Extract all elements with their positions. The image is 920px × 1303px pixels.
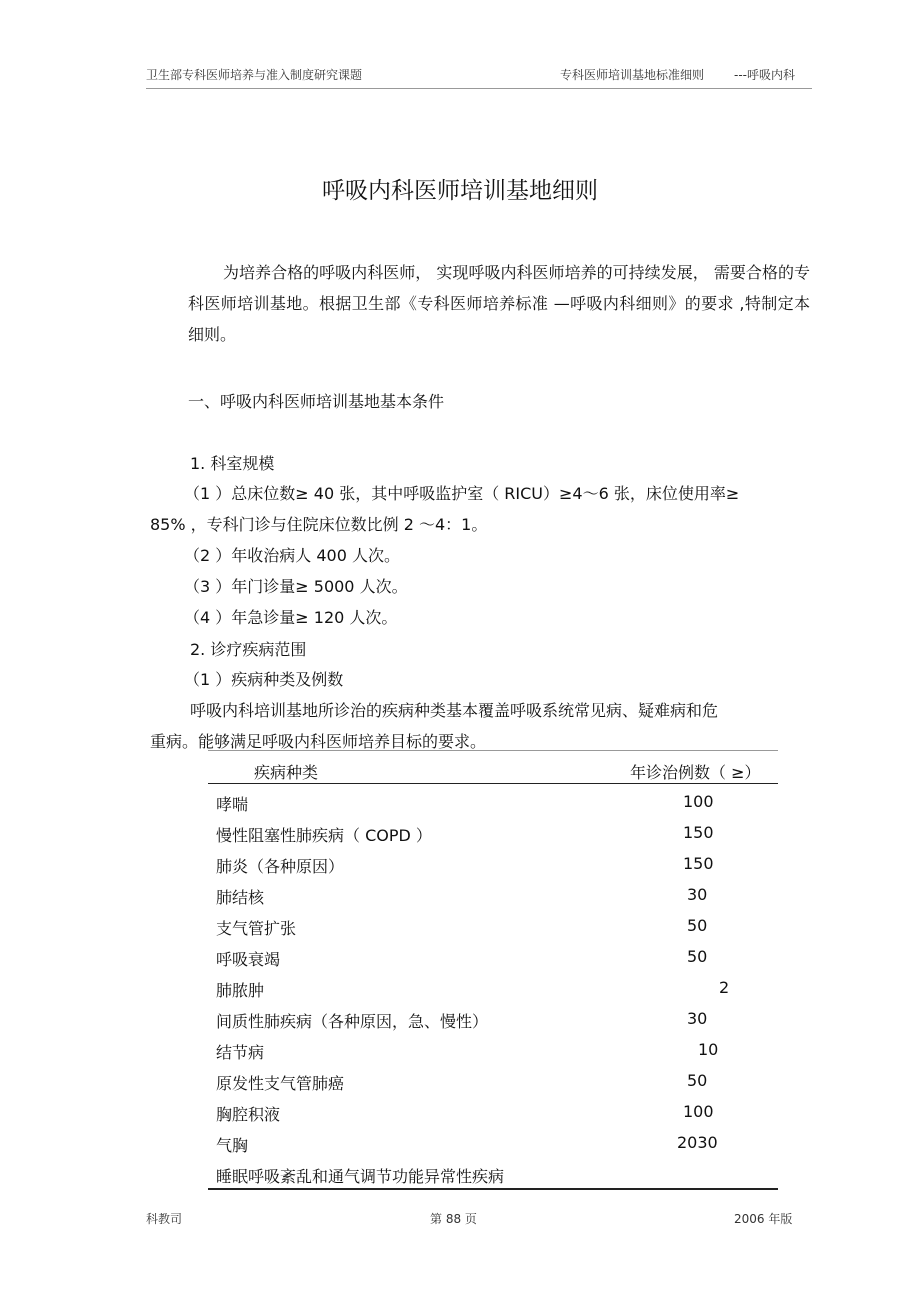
document-title: 呼吸内科医师培训基地细则	[322, 178, 598, 204]
table-row-count: 150	[683, 854, 714, 873]
table-row-disease: 支气管扩张	[216, 919, 297, 938]
table-row-disease: 气胸	[216, 1136, 249, 1155]
table-row-count: 150	[683, 823, 714, 842]
table-row-disease: 间质性肺疾病（各种原因，急、慢性）	[216, 1012, 489, 1031]
header-right-title: 专科医师培训基地标准细则	[560, 68, 705, 82]
table-row-disease: 肺脓肿	[216, 981, 265, 1000]
requirement-item: （2 ）年收治病人 400 人次。	[184, 546, 400, 565]
table-row-count: 100	[683, 1102, 714, 1121]
table-row-disease: 肺结核	[216, 888, 265, 907]
section-heading: 一、呼吸内科医师培训基地基本条件	[188, 392, 445, 411]
footer-edition: 2006 年版	[734, 1212, 793, 1226]
table-header-disease: 疾病种类	[254, 763, 319, 782]
footer-left-text: 科教司	[146, 1212, 183, 1226]
table-row-disease: 呼吸衰竭	[216, 950, 281, 969]
table-row-disease: 胸腔积液	[216, 1105, 281, 1124]
description-line: 重病。能够满足呼吸内科医师培养目标的要求。	[150, 732, 487, 751]
table-header-count: 年诊治例数（ ≥）	[630, 763, 761, 782]
header-right-dept: ---呼吸内科	[734, 68, 795, 82]
table-row-count: 50	[687, 947, 708, 966]
table-row-disease: 肺炎（各种原因）	[216, 857, 345, 876]
table-row-count: 2030	[677, 1133, 718, 1152]
table-row-count: 30	[687, 885, 708, 904]
table-row-disease: 结节病	[216, 1043, 265, 1062]
description-line: 呼吸内科培训基地所诊治的疾病种类基本覆盖呼吸系统常见病、疑难病和危	[190, 701, 719, 720]
subsection-heading-diseases: 2. 诊疗疾病范围	[190, 640, 307, 659]
footer-page-number: 第 88 页	[430, 1212, 477, 1226]
header-divider	[146, 88, 812, 89]
table-row-disease: 哮喘	[216, 795, 249, 814]
table-header-rule	[208, 783, 778, 784]
requirement-item: （1 ）总床位数≥ 40 张，其中呼吸监护室（ RICU）≥4～6 张，床位使用率≥	[184, 484, 740, 503]
table-row-count: 2	[719, 978, 730, 997]
subsection-heading-scale: 1. 科室规模	[190, 454, 275, 473]
table-row-disease: 原发性支气管肺癌	[216, 1074, 345, 1093]
table-top-rule	[208, 750, 778, 751]
table-row-count: 10	[698, 1040, 719, 1059]
requirement-item-cont: 85% ，专科门诊与住院床位数比例 2 ～4：1。	[150, 515, 488, 534]
subsection-subheading: （1 ）疾病种类及例数	[184, 670, 344, 689]
table-bottom-rule	[208, 1188, 778, 1190]
table-row-count: 50	[687, 1071, 708, 1090]
table-row-count: 30	[687, 1009, 708, 1028]
header-left-text: 卫生部专科医师培养与准入制度研究课题	[146, 68, 363, 82]
intro-paragraph: 为培养合格的呼吸内科医师， 实现呼吸内科医师培养的可持续发展， 需要合格的专科医师培训基地。根据卫生部《专科医师培养标准 —呼吸内科细则》的要求 ,特制定本细则。	[188, 263, 810, 344]
table-row-disease: 慢性阻塞性肺疾病（ COPD ）	[216, 826, 432, 845]
requirement-item: （4 ）年急诊量≥ 120 人次。	[184, 608, 398, 627]
table-row-count: 50	[687, 916, 708, 935]
table-row-disease: 睡眠呼吸紊乱和通气调节功能异常性疾病	[216, 1167, 505, 1186]
requirement-item: （3 ）年门诊量≥ 5000 人次。	[184, 577, 408, 596]
table-row-count: 100	[683, 792, 714, 811]
